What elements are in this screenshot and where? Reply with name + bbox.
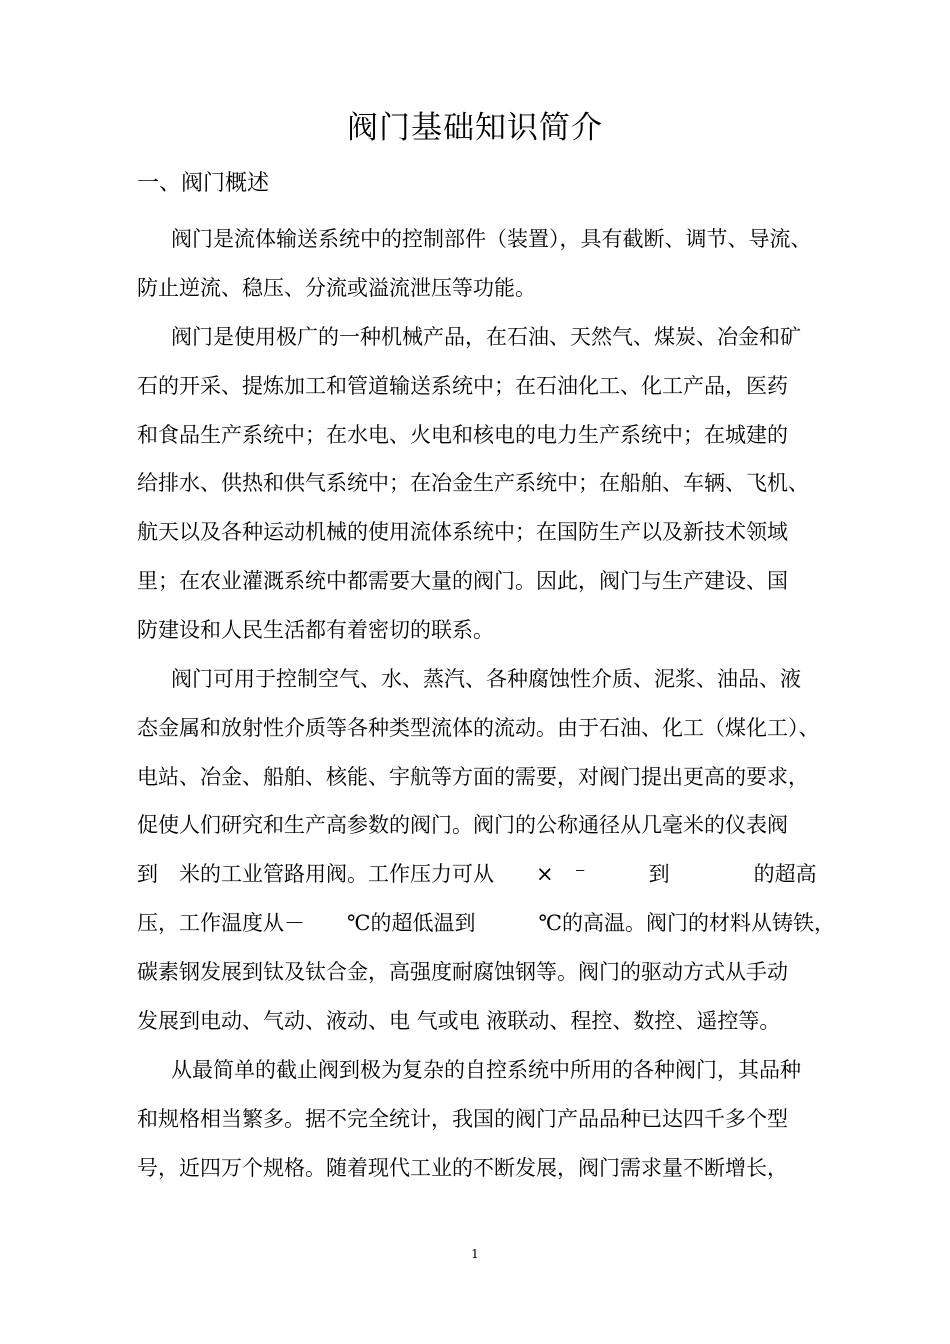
- paragraph-3: [137, 659, 837, 1049]
- page-number: 1: [471, 1247, 479, 1261]
- paragraph-4-line: 从最简单的截止阀到极为复杂的自控系统中所用的各种阀门，其品种: [171, 1058, 801, 1082]
- paragraph-3-line: 到 米的工业管路用阀。工作压力可从 × ⁻ 到 的超高: [137, 862, 817, 887]
- paragraph-2: [137, 317, 837, 659]
- paragraph-3-line: 促使人们研究和生产高参数的阀门。阀门的公称通径从几毫米的仪表阀: [137, 813, 788, 838]
- paragraph-3-line: 阀门可用于控制空气、水、蒸汽、各种腐蚀性介质、泥浆、油品、液: [171, 667, 801, 691]
- paragraph-2-line: 石的开采、提炼加工和管道输送系统中；在石油化工、化工产品，医药: [137, 373, 788, 398]
- paragraph-3-line: 压，工作温度从－ ℃的超低温到 ℃的高温。阀门的材料从铸铁，: [137, 910, 835, 935]
- document-title: 阀门基础知识简介: [347, 110, 603, 146]
- paragraph-2-line: 阀门是使用极广的一种机械产品，在石油、天然气、煤炭、冶金和矿: [171, 325, 801, 349]
- paragraph-1-line: 阀门是流体输送系统中的控制部件（装置），具有截断、调节、导流、: [171, 227, 812, 251]
- paragraph-2-line: 防建设和人民生活都有着密切的联系。: [137, 617, 494, 642]
- paragraph-4: [137, 1050, 837, 1196]
- paragraph-4-line: 号，近四万个规格。随着现代工业的不断发展，阀门需求量不断增长，: [137, 1155, 788, 1180]
- paragraph-4-line: 和规格相当繁多。据不完全统计，我国的阀门产品品种已达四千多个型: [137, 1106, 788, 1131]
- paragraph-2-line: 给排水、供热和供气系统中；在冶金生产系统中；在船舶、车辆、飞机、: [137, 471, 809, 496]
- paragraph-3-line: 态金属和放射性介质等各种类型流体的流动。由于石油、化工（煤化工）、: [137, 715, 820, 740]
- paragraph-3-line: 发展到电动、气动、液动、电 气或电 液联动、程控、数控、遥控等。: [137, 1008, 781, 1033]
- paragraph-1-line: 防止逆流、稳压、分流或溢流泄压等功能。: [137, 275, 536, 300]
- paragraph-2-line: 和食品生产系统中；在水电、火电和核电的电力生产系统中；在城建的: [137, 422, 788, 447]
- paragraph-1: [137, 219, 837, 317]
- paragraph-2-line: 里；在农业灌溉系统中都需要大量的阀门。因此，阀门与生产建设、国: [137, 568, 788, 593]
- paragraph-3-line: 电站、冶金、船舶、核能、宇航等方面的需要，对阀门提出更高的要求，: [137, 764, 809, 789]
- paragraph-2-line: 航天以及各种运动机械的使用流体系统中；在国防生产以及新技术领域: [137, 520, 788, 545]
- section-heading: 一、阀门概述: [137, 171, 270, 196]
- paragraph-3-line: 碳素钢发展到钛及钛合金，高强度耐腐蚀钢等。阀门的驱动方式从手动: [137, 959, 788, 984]
